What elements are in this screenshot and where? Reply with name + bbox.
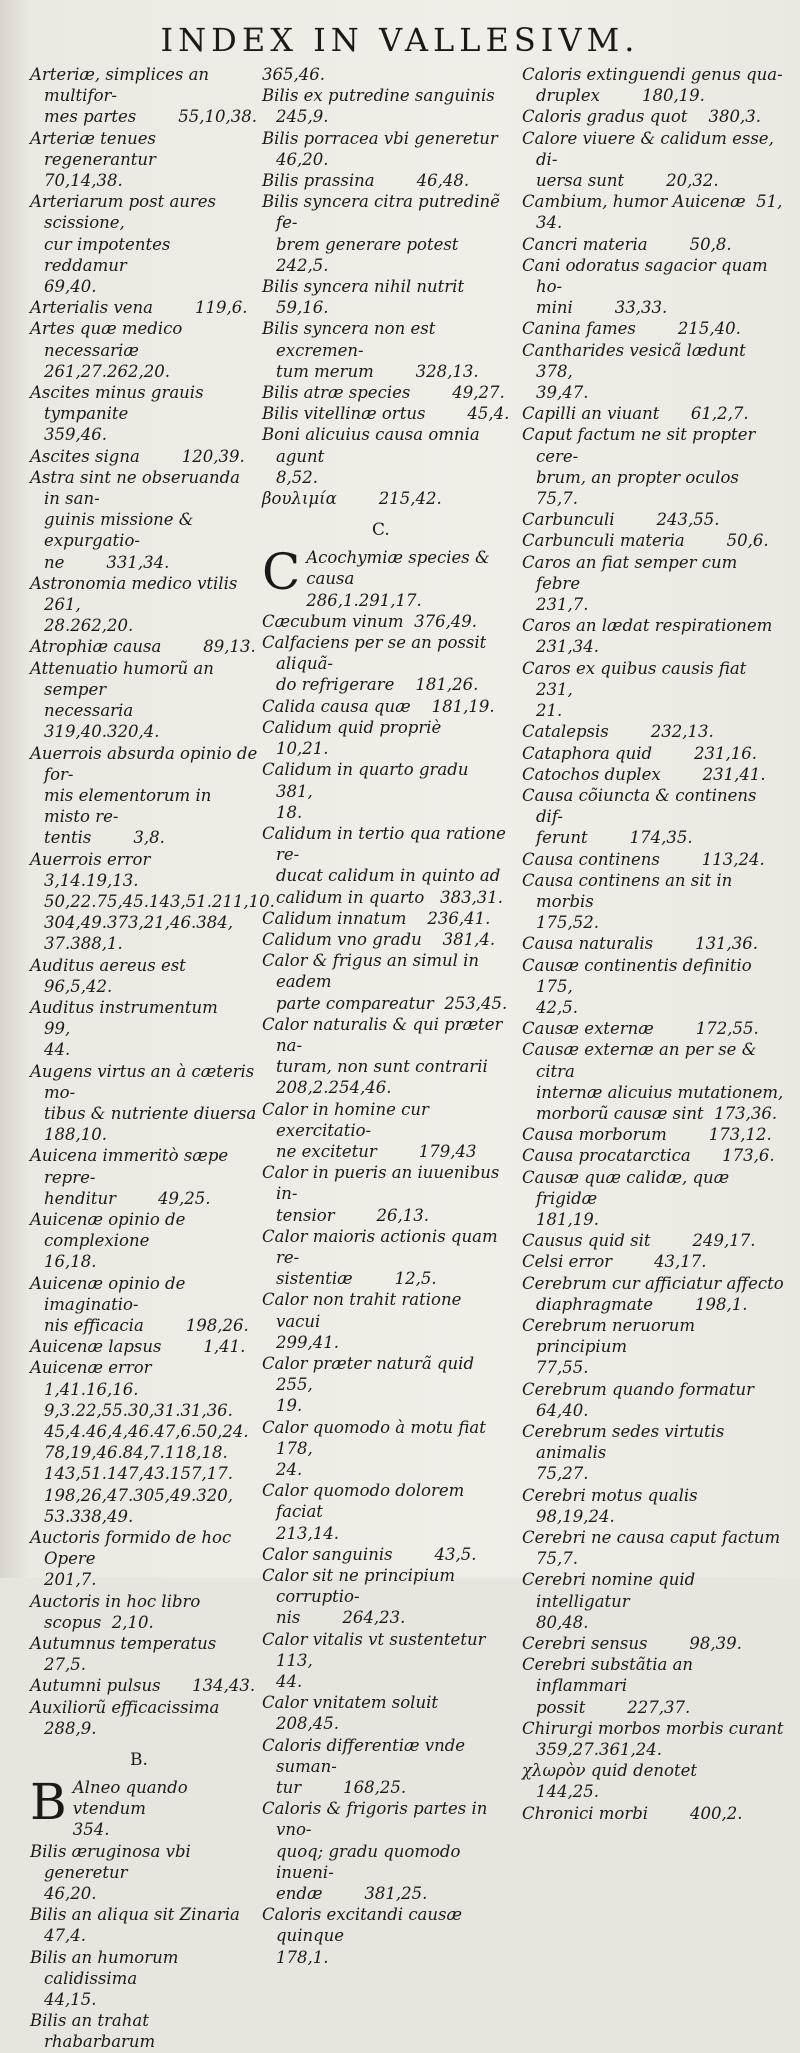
index-entry: Cani odoratus sagacior quam ho- mini 33,33.: [522, 255, 768, 318]
index-entry: Arteriarum post aures scissione, cur impotentes reddamur 69,40.: [30, 192, 217, 297]
index-entry: Bilis an humorum calidissima 44,15.: [30, 1947, 179, 2010]
index-entry: Cancri materia 50,8.: [522, 234, 732, 254]
index-entry: Cerebri motus qualis 98,19,24.: [522, 1485, 709, 1526]
index-column-3: [522, 64, 784, 1824]
index-entry: Artes quæ medico necessariæ 261,27.262,20.: [30, 319, 183, 381]
index-entry: Causæ externæ an per se & citra internæ alicuius mutationem, morborũ causæ sint 173,36.: [522, 1040, 784, 1123]
index-entry: Auicenæ opinio de imaginatio- nis efficacia 198,26.: [30, 1273, 249, 1335]
index-entry: Caloris & frigoris partes in vno- quoq; gradu quomodo inueni- endæ 381,25.: [262, 1799, 488, 1904]
index-entry: Attenuatio humorũ an semper necessaria 319,40.320,4.: [30, 658, 214, 742]
index-entry: Caros ex quibus causis fiat 231, 21.: [522, 658, 747, 721]
index-entry: Calor in homine cur exercitatio- ne excitetur 179,43: [262, 1099, 477, 1161]
index-entry: Calor in pueris an iuuenibus in- tensior 26,13.: [262, 1163, 500, 1225]
index-entry: Capilli an viuant 61,2,7.: [522, 404, 749, 424]
index-entry: Cantharides vesicã lædunt 378, 39,47.: [522, 340, 746, 403]
index-entry: Bilis atræ species 49,27.: [262, 383, 505, 403]
index-entry: Causa naturalis 131,36.: [522, 934, 759, 954]
index-entry: Auicena immeritò sæpe repre- henditur 49,25.: [30, 1146, 229, 1208]
drop-cap-entry-b: [30, 1773, 258, 1841]
index-entry: Cerebrum quando formatur 64,40.: [522, 1379, 754, 1420]
index-entry: Cataphora quid 231,16.: [522, 743, 757, 763]
index-entry: βουλιμία 215,42.: [262, 489, 442, 509]
index-entry: Carbunculi materia 50,6.: [522, 531, 769, 551]
index-entry: Auctoris formido de hoc Opere 201,7.: [30, 1528, 232, 1590]
entry-list-c: [262, 611, 510, 1968]
index-entry: Astra sint ne obseruanda in san- guinis missione & expurgatio- ne 331,34.: [30, 467, 240, 572]
index-entry: Cæcubum vinum 376,49.: [262, 611, 478, 631]
index-entry: Bilis an aliqua sit Zinaria 47,4.: [30, 1905, 251, 1946]
index-entry: Calor quomodo à motu fiat 178, 24.: [262, 1417, 486, 1479]
index-entry: Calor quomodo dolorem faciat 213,14.: [262, 1481, 465, 1543]
index-entry: Auxiliorũ efficacissima 288,9.: [30, 1697, 230, 1738]
index-entry: Autumnus temperatus 27,5.: [30, 1634, 238, 1675]
entry-list-b: [30, 1841, 258, 2053]
index-entry: Calidum vno gradu 381,4.: [262, 929, 496, 949]
index-entry: Cerebrum cur afficiatur affecto diaphragmate 198,1.: [522, 1273, 784, 1314]
drop-entry-ref: 286,1.291,17.: [306, 590, 422, 610]
index-entry: Cerebri nomine quid intelligatur 80,48.: [522, 1570, 696, 1632]
index-entry: Calor præter naturã quid 255, 19.: [262, 1353, 475, 1416]
index-entry: Caloris differentiæ vnde suman- tur 168,25.: [262, 1735, 466, 1798]
index-entry: Cerebri substãtia an inflammari possit 227,37.: [522, 1655, 694, 1717]
drop-cap-entry-c: [262, 543, 510, 611]
index-entry: Caros an fiat semper cum febre 231,7.: [522, 552, 738, 615]
index-entry: Auditus aereus est 96,5,42.: [30, 955, 197, 996]
index-entry: Calor naturalis & qui præter na- turam, non sunt contrarii 208,2.254,46.: [262, 1014, 503, 1098]
index-entry: Calor vnitatem soluit 208,45.: [262, 1693, 454, 1734]
index-entry: Cerebri sensus 98,39.: [522, 1634, 742, 1654]
index-entry: Causæ continentis definitio 175, 42,5.: [522, 955, 752, 1017]
index-entry: Causus quid sit 249,17.: [522, 1231, 756, 1251]
section-heading-c: C.: [372, 520, 390, 541]
index-entry: Calor maioris actionis quam re- sistentiæ 12,5.: [262, 1226, 498, 1289]
index-entry: Calidum quid propriè 10,21.: [262, 717, 463, 759]
index-entry: Caloris extinguendi genus qua- druplex 180,19.: [522, 65, 783, 106]
index-entry: Causa continens an sit in morbis 175,52.: [522, 870, 733, 933]
index-entry: Causa procatarctica 173,6.: [522, 1146, 775, 1166]
index-entry: Auicenæ lapsus 1,41.: [30, 1337, 246, 1357]
index-entry: Carbunculi 243,55.: [522, 510, 720, 530]
index-entry: Calor non trahit ratione vacui 299,41.: [262, 1290, 462, 1352]
index-entry: Calore viuere & calidum esse, di- uersa sunt 20,32.: [522, 128, 774, 191]
drop-entry-text: Acochymiæ species & causa: [306, 548, 490, 589]
index-entry: Caloris excitandi causæ quinque 178,1.: [262, 1905, 462, 1967]
index-entry: Celsi error 43,17.: [522, 1252, 707, 1272]
index-entry: Canina fames 215,40.: [522, 319, 741, 339]
index-entry: Bilis an trahat rhabarbarum: [30, 2011, 156, 2052]
index-entry: Caloris gradus quot 380,3.: [522, 107, 761, 127]
index-entry: Atrophiæ causa 89,13.: [30, 637, 256, 657]
index-entry: Caput factum ne sit propter cere- brum, an propter oculos 75,7.: [522, 425, 756, 509]
index-entry: Causæ externæ 172,55.: [522, 1019, 759, 1039]
index-entry: χλωρὸν quid denotet 144,25.: [522, 1761, 724, 1802]
index-entry: Auerrois absurda opinio de for- mis elementorum in misto re- tentis 3,8.: [30, 743, 258, 848]
index-entry: Arteriæ, simplices an multifor- mes partes 55,10,38.: [30, 65, 257, 127]
index-entry: Bilis æruginosa vbi generetur 46,20.: [30, 1841, 191, 1904]
index-entry: Arteriæ tenues regenerantur 70,14,38.: [30, 128, 156, 191]
index-entry: Bilis ex putredine sanguinis 245,9.: [262, 86, 495, 127]
entry-list-b-cont: [262, 64, 510, 509]
index-entry: Chirurgi morbos morbis curant 359,27.361,24.: [522, 1718, 784, 1760]
index-entry: Calor & frigus an simul in eadem parte compareatur 253,45.: [262, 951, 508, 1013]
index-column-2: [262, 64, 510, 1968]
index-entry: Bilis prassina 46,48.: [262, 171, 470, 191]
index-entry: Chronici morbi 400,2.: [522, 1803, 743, 1823]
page-header: INDEX IN VALLESIVM.: [160, 21, 640, 59]
index-entry: Auicenæ opinio de complexione 16,18.: [30, 1209, 186, 1272]
index-entry: Cerebri ne causa caput factum 75,7.: [522, 1528, 781, 1569]
index-entry: Calidum in quarto gradu 381, 18.: [262, 760, 469, 822]
index-column-1: [30, 64, 275, 2053]
index-entry: Cambium, humor Auicenæ 51, 34.: [522, 192, 783, 233]
index-entry: Bilis syncera citra putredinẽ fe- brem generare potest 242,5.: [262, 192, 500, 275]
index-entry: Auctoris in hoc libro scopus 2,10.: [30, 1591, 206, 1632]
index-entry: Augens virtus an à cæteris mo- tibus & nutriente diuersa 188,10.: [30, 1061, 257, 1145]
index-entry: Bilis syncera nihil nutrit 59,16.: [262, 277, 475, 318]
index-entry: Catalepsis 232,13.: [522, 722, 714, 742]
index-entry: Calfaciens per se an possit aliquã- do refrigerare 181,26.: [262, 633, 487, 695]
index-entry: Calidum innatum 236,41.: [262, 908, 491, 928]
entry-list-c-cont: [522, 64, 784, 1824]
entry-list-a: [30, 64, 275, 1739]
index-entry: Ascites signa 120,39.: [30, 446, 245, 466]
index-entry: Calidum in tertio qua ratione re- ducat calidum in quinto ad calidum in quarto 383,31.: [262, 823, 506, 907]
index-entry: Cerebrum neruorum principium 77,55.: [522, 1315, 696, 1378]
index-entry: Causa morborum 173,12.: [522, 1125, 772, 1145]
index-entry: Catochos duplex 231,41.: [522, 764, 766, 784]
section-heading-b: B.: [130, 1750, 148, 1771]
index-entry: Causa continens 113,24.: [522, 849, 765, 869]
index-entry: Auicenæ error 1,41.16,16. 9,3.22,55.30,31.31,36. 45,4.46,4,46.47,6.50,24. 78,19,46.84,7.118,18. 143,51.147,43.157,17. 198,26,47.305,49.320, 53.338,49.: [30, 1358, 249, 1526]
drop-cap-b: B: [30, 1773, 67, 1832]
drop-entry-ref: 354.: [72, 1820, 110, 1840]
drop-entry-text: Alneo quando vtendum: [72, 1778, 188, 1819]
index-entry: Auerrois error 3,14.19,13. 50,22.75,45.143,51.211,10. 304,49.373,21,46.384, 37.388,1.: [30, 849, 275, 954]
index-entry: Calida causa quæ 181,19.: [262, 696, 495, 716]
index-entry: Bilis vitellinæ ortus 45,4.: [262, 404, 510, 424]
index-entry: Auditus instrumentum 99, 44.: [30, 997, 218, 1060]
index-entry: Caros an lædat respirationem 231,34.: [522, 616, 773, 657]
index-entry: Autumni pulsus 134,43.: [30, 1676, 256, 1696]
index-entry: Causæ quæ calidæ, quæ frigidæ 181,19.: [522, 1167, 730, 1229]
index-entry: Calor sanguinis 43,5.: [262, 1544, 477, 1564]
index-entry: Astronomia medico vtilis 261, 28.262,20.: [30, 573, 238, 636]
index-entry: 365,46.: [262, 65, 325, 84]
index-entry: Cerebrum sedes virtutis animalis 75,27.: [522, 1422, 725, 1484]
index-entry: Calor vitalis vt sustentetur 113, 44.: [262, 1629, 486, 1692]
index-entry: Bilis syncera non est excremen- tum merum 328,13.: [262, 319, 479, 381]
index-entry: Arterialis vena 119,6.: [30, 298, 248, 318]
index-entry: Boni alicuius causa omnia agunt 8,52.: [262, 425, 480, 487]
index-entry: Bilis porracea vbi generetur 46,20.: [262, 128, 498, 169]
drop-cap-c: C: [262, 543, 301, 602]
index-entry: Calor sit ne principium corruptio- nis 264,23.: [262, 1566, 456, 1628]
index-entry: Ascites minus grauis tympanite 359,46.: [30, 383, 204, 445]
index-entry: Causa cõiuncta & continens dif- ferunt 174,35.: [522, 785, 757, 848]
